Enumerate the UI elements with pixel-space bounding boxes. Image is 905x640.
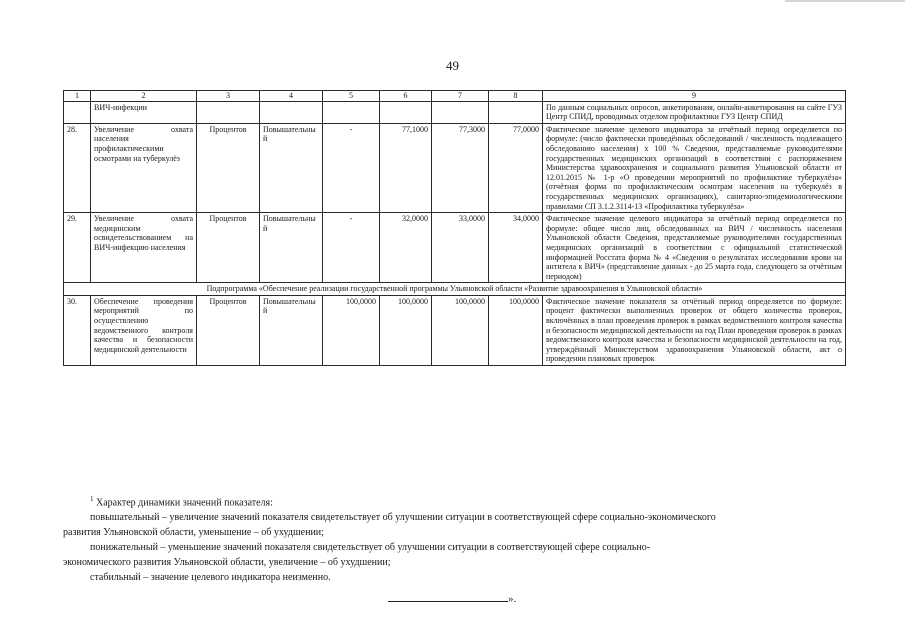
col-num: 4 <box>260 91 323 102</box>
col-num: 9 <box>543 91 846 102</box>
indicator-name: Увеличение охвата медицинским освидетельствованием на ВИЧ-инфекцию населения <box>91 213 197 283</box>
footnote-marker: 1 <box>90 495 94 503</box>
unit: Процентов <box>197 295 260 365</box>
dynamics <box>260 101 323 123</box>
closing-mark: ». <box>508 593 517 605</box>
column-number-row <box>64 91 846 102</box>
calculation-method: Фактическое значение целевого индикатора за отчётный период определяется по формуле: общее число лиц, обследованных на ВИЧ / численность населения Ульяновской области Сведения, представляемые руководителями государственных медицинских организаций в соответствии с официальной статистической информацией Росстата форма № 4 «Сведения о результатах исследования крови на антитела к ВИЧ» (представление данных - до 25 марта года, следующего за отчётным периодом) <box>543 213 846 283</box>
value-col6: 32,0000 <box>380 213 432 283</box>
col-num: 1 <box>64 91 91 102</box>
dynamics: Повышательный <box>260 213 323 283</box>
row-number: 28. <box>64 123 91 212</box>
unit: Процентов <box>197 123 260 212</box>
value-col6 <box>380 101 432 123</box>
value-col8: 100,0000 <box>489 295 543 365</box>
row-number: 29. <box>64 213 91 283</box>
row-number: 30. <box>64 295 91 365</box>
footnotes <box>63 492 845 585</box>
value-col5: 100,0000 <box>323 295 380 365</box>
unit <box>197 101 260 123</box>
value-col7: 33,0000 <box>432 213 489 283</box>
value-col5: - <box>323 213 380 283</box>
table-row <box>64 213 846 283</box>
footnote-decreasing-1: понижательный – уменьшение значений показателя свидетельствует об улучшении ситуации в соответствующей сфере социально- <box>90 542 651 554</box>
table-row <box>64 295 846 365</box>
calculation-method: Фактическое значение показателя за отчётный период определяется по формуле: процент фактически выполненных проверок от общего количества проверок, включённых в план проведения проверок в рамках ведомственного контроля качества и безопасности медицинской деятельности на год План проведения проверок в рамках ведомственного контроля качества и безопасности медицинской деятельности на год, утверждённый Министерством здравоохранения Ульяновской области, акт о проведении плановых проверок <box>543 295 846 365</box>
col-num: 5 <box>323 91 380 102</box>
closing-line <box>388 590 516 605</box>
indicator-name: ВИЧ-инфекции <box>91 101 197 123</box>
footnote-title-line <box>63 492 845 510</box>
table-row <box>64 123 846 212</box>
value-col8 <box>489 101 543 123</box>
calculation-method: По данным социальных опросов, анкетирования, онлайн-анкетирования на сайте ГУЗ Центр СПИД, проводимых отделом профилактики ГУЗ Центр СПИД <box>543 101 846 123</box>
col-num: 6 <box>380 91 432 102</box>
indicator-name: Увеличение охвата населения профилактическими осмотрами на туберкулёз <box>91 123 197 212</box>
value-col6: 100,0000 <box>380 295 432 365</box>
col-num: 8 <box>489 91 543 102</box>
indicators-table <box>63 90 846 366</box>
value-col8: 77,0000 <box>489 123 543 212</box>
value-col5 <box>323 101 380 123</box>
value-col8: 34,0000 <box>489 213 543 283</box>
subprogram-row <box>64 283 846 296</box>
footnote-stable: стабильный – значение целевого индикатора неизменно. <box>90 572 331 584</box>
footnote-increasing-1: повышательный – увеличение значений показателя свидетельствует об улучшении ситуации в соответствующей сфере социально-экономического <box>90 512 716 524</box>
value-col7: 77,3000 <box>432 123 489 212</box>
value-col7: 100,0000 <box>432 295 489 365</box>
dynamics: Повышательный <box>260 123 323 212</box>
value-col6: 77,1000 <box>380 123 432 212</box>
footnote-decreasing-2: экономического развития Ульяновской области, увеличение – об ухудшении; <box>63 557 391 569</box>
subprogram-title: Подпрограмма «Обеспечение реализации государственной программы Ульяновской области «Развитие здравоохранения в Ульяновской области» <box>64 283 846 296</box>
footnote-increasing-2: развития Ульяновской области, уменьшение – об ухудшении; <box>63 527 324 539</box>
footnote-title: Характер динамики значений показателя: <box>96 497 273 509</box>
col-num: 3 <box>197 91 260 102</box>
col-num: 7 <box>432 91 489 102</box>
page-number: 49 <box>446 58 459 73</box>
unit: Процентов <box>197 213 260 283</box>
col-num: 2 <box>91 91 197 102</box>
dynamics: Повышательный <box>260 295 323 365</box>
value-col7 <box>432 101 489 123</box>
value-col5: - <box>323 123 380 212</box>
calculation-method: Фактическое значение целевого индикатора за отчётный период определяется по формуле: (число фактически проведённых обследований / численность подлежащего обследованию населения) х 100 % Сведения, представляемые руководителями государственных медицинских организаций в соответствии с распоряжением Министерства здравоохранения и социального развития Ульяновской области от 12.01.2015 № 1-р «О проведении мероприятий по профилактике туберкулёза» (отчётная форма по профилактическим осмотрам населения на туберкулёз в государственных медицинских организациях), санитарно-эпидемиологическими правилами СП 3.1.2.3114-13 «Профилактика туберкулёза» <box>543 123 846 212</box>
indicator-name: Обеспечение проведения мероприятий по осуществлению ведомственного контроля качества и безопасности медицинской деятельности <box>91 295 197 365</box>
row-number <box>64 101 91 123</box>
signature-underline <box>388 590 508 602</box>
table-row <box>64 101 846 123</box>
top-edge-line <box>785 0 905 2</box>
